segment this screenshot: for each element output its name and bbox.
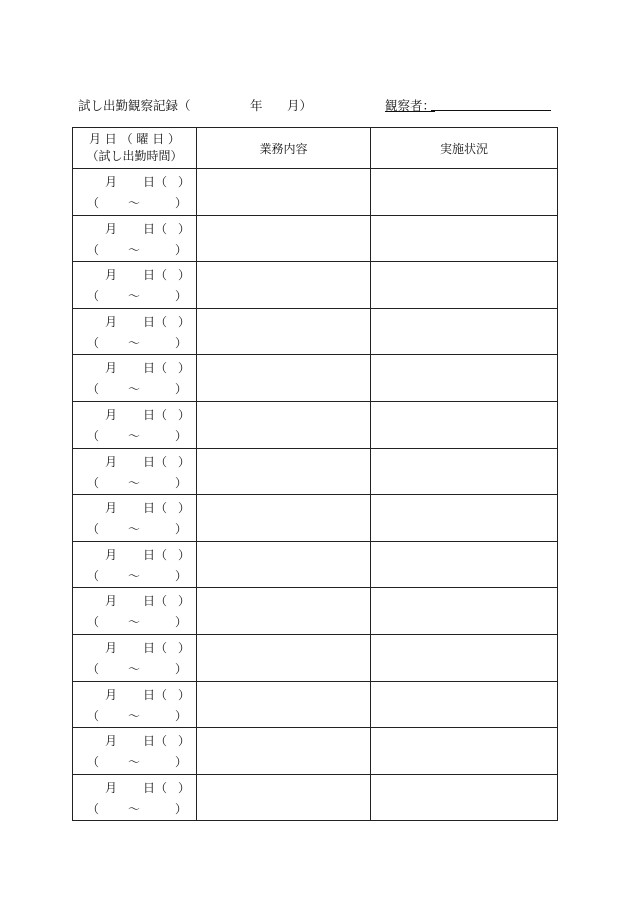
table-row: [73, 355, 558, 402]
time-line: [73, 800, 196, 818]
time-open-paren: （: [87, 661, 100, 676]
date-line: [73, 313, 196, 331]
work-content-cell[interactable]: [197, 262, 371, 309]
month-unit: 月: [105, 268, 118, 283]
table-row: [73, 634, 558, 681]
work-content-cell[interactable]: [197, 728, 371, 775]
time-tilde: ～: [128, 708, 141, 723]
status-cell[interactable]: [371, 634, 558, 681]
day-unit: 日（: [143, 175, 168, 189]
month-unit: 月: [105, 501, 118, 516]
date-cell[interactable]: [73, 728, 197, 775]
column-header-work: 業務内容: [197, 128, 371, 169]
time-tilde: ～: [128, 661, 141, 676]
status-cell[interactable]: [371, 355, 558, 402]
day-unit: 日（: [143, 640, 168, 655]
weekday-close: ）: [178, 594, 191, 609]
day-unit: 日（: [143, 687, 168, 702]
work-content-cell[interactable]: [197, 215, 371, 262]
date-cell[interactable]: [73, 681, 197, 728]
month-unit: 月: [105, 734, 118, 749]
time-open-paren: （: [87, 755, 100, 770]
time-close-paren: ）: [175, 708, 188, 723]
work-content-cell[interactable]: [197, 308, 371, 355]
time-close-paren: ）: [175, 382, 188, 397]
table-header-row: [73, 128, 558, 169]
month-unit: 月: [105, 314, 118, 329]
date-cell[interactable]: [73, 355, 197, 402]
status-cell[interactable]: [371, 774, 558, 821]
observer-signature-line[interactable]: [431, 110, 551, 111]
month-unit: 月: [105, 407, 118, 422]
weekday-close: ）: [178, 687, 191, 702]
status-cell[interactable]: [371, 588, 558, 635]
month-unit: 月: [105, 687, 118, 702]
date-line: [73, 546, 196, 564]
table-row: [73, 774, 558, 821]
status-cell[interactable]: [371, 448, 558, 495]
year-label: 年: [250, 98, 263, 113]
work-content-cell[interactable]: [197, 169, 371, 216]
time-tilde: ～: [128, 801, 141, 816]
column-header-date-line1: 月 日 （ 曜 日 ）: [88, 132, 181, 146]
date-cell[interactable]: [73, 308, 197, 355]
date-line: [73, 453, 196, 471]
month-unit: 月: [105, 780, 118, 795]
observer-label: 観察者：: [385, 98, 436, 113]
date-cell[interactable]: [73, 169, 197, 216]
time-close-paren: ）: [175, 335, 188, 350]
weekday-close: ）: [178, 501, 191, 516]
table-row: [73, 448, 558, 495]
time-line: [73, 241, 196, 259]
day-unit: 日（: [143, 221, 168, 236]
date-cell[interactable]: [73, 495, 197, 542]
time-open-paren: （: [87, 382, 100, 397]
month-label: 月）: [287, 98, 313, 113]
table-row: [73, 588, 558, 635]
time-close-paren: ）: [175, 522, 188, 537]
time-close-paren: ）: [175, 289, 188, 304]
date-line: [73, 639, 196, 657]
weekday-close: ）: [178, 547, 191, 562]
time-line: [73, 520, 196, 538]
table-row: [73, 308, 558, 355]
day-unit: 日（: [143, 547, 168, 562]
weekday-close: ）: [178, 221, 191, 236]
date-cell[interactable]: [73, 588, 197, 635]
status-cell[interactable]: [371, 262, 558, 309]
status-cell[interactable]: [371, 541, 558, 588]
status-cell[interactable]: [371, 308, 558, 355]
month-unit: 月: [105, 221, 118, 236]
date-cell[interactable]: [73, 774, 197, 821]
date-line: [73, 686, 196, 704]
work-content-cell[interactable]: [197, 541, 371, 588]
time-line: [73, 613, 196, 631]
day-unit: 日（: [143, 361, 168, 376]
table-body: [73, 169, 558, 821]
time-line: [73, 567, 196, 585]
date-line: [73, 266, 196, 284]
month-unit: 月: [105, 361, 118, 376]
column-header-status: 実施状況: [371, 128, 558, 169]
work-content-cell[interactable]: [197, 634, 371, 681]
time-tilde: ～: [128, 335, 141, 350]
date-line: [73, 220, 196, 238]
date-cell[interactable]: [73, 448, 197, 495]
time-close-paren: ）: [175, 428, 188, 443]
date-cell[interactable]: [73, 215, 197, 262]
time-line: [73, 194, 196, 212]
table-row: [73, 681, 558, 728]
time-open-paren: （: [87, 242, 100, 257]
date-cell[interactable]: [73, 262, 197, 309]
day-unit: 日（: [143, 780, 168, 795]
table-row: [73, 541, 558, 588]
weekday-close: ）: [178, 640, 191, 655]
table-row: [73, 262, 558, 309]
date-line: [73, 592, 196, 610]
time-line: [73, 660, 196, 678]
month-unit: 月: [105, 454, 118, 469]
status-cell[interactable]: [371, 728, 558, 775]
day-unit: 日（: [143, 407, 168, 422]
table-row: [73, 495, 558, 542]
table-row: [73, 728, 558, 775]
work-content-cell[interactable]: [197, 774, 371, 821]
date-cell[interactable]: [73, 541, 197, 588]
time-line: [73, 334, 196, 352]
time-tilde: ～: [128, 382, 141, 397]
date-line: [73, 732, 196, 750]
month-unit: 月: [105, 640, 118, 655]
status-cell[interactable]: [371, 215, 558, 262]
column-header-date-line2: （試し出勤時間）: [86, 149, 183, 163]
weekday-close: ）: [178, 314, 191, 329]
day-unit: 日（: [143, 501, 168, 516]
time-close-paren: ）: [175, 801, 188, 816]
observation-table: [72, 127, 558, 821]
time-open-paren: （: [87, 708, 100, 723]
time-tilde: ～: [128, 242, 141, 257]
weekday-close: ）: [178, 454, 191, 469]
date-line: [73, 359, 196, 377]
day-unit: 日（: [143, 594, 168, 609]
time-tilde: ～: [128, 289, 141, 304]
date-line: [73, 499, 196, 517]
record-title: 試し出勤観察記録（: [78, 98, 191, 113]
time-tilde: ～: [128, 522, 141, 537]
time-line: [73, 287, 196, 305]
time-tilde: ～: [128, 475, 141, 490]
time-close-paren: ）: [175, 568, 188, 583]
time-open-paren: （: [87, 568, 100, 583]
time-tilde: ～: [128, 755, 141, 770]
day-unit: 日（: [143, 314, 168, 329]
status-cell[interactable]: [371, 401, 558, 448]
time-close-paren: ）: [175, 242, 188, 257]
date-cell[interactable]: [73, 634, 197, 681]
day-unit: 日（: [143, 734, 168, 749]
weekday-close: ）: [178, 175, 191, 189]
weekday-close: ）: [178, 780, 191, 795]
time-tilde: ～: [128, 428, 141, 443]
table-row: [73, 169, 558, 216]
month-unit: 月: [105, 175, 118, 189]
time-open-paren: （: [87, 522, 100, 537]
time-line: [73, 427, 196, 445]
weekday-close: ）: [178, 407, 191, 422]
time-line: [73, 380, 196, 398]
time-tilde: ～: [128, 568, 141, 583]
work-content-cell[interactable]: [197, 401, 371, 448]
date-line: [73, 406, 196, 424]
weekday-close: ）: [178, 268, 191, 283]
work-content-cell[interactable]: [197, 495, 371, 542]
weekday-close: ）: [178, 734, 191, 749]
time-close-paren: ）: [175, 475, 188, 490]
day-unit: 日（: [143, 268, 168, 283]
table-row: [73, 215, 558, 262]
work-content-cell[interactable]: [197, 588, 371, 635]
time-close-paren: ）: [175, 755, 188, 770]
time-open-paren: （: [87, 801, 100, 816]
time-open-paren: （: [87, 475, 100, 490]
column-header-date: [73, 128, 197, 169]
table-row: [73, 401, 558, 448]
time-close-paren: ）: [175, 615, 188, 630]
status-cell[interactable]: [371, 169, 558, 216]
day-unit: 日（: [143, 454, 168, 469]
time-close-paren: ）: [175, 661, 188, 676]
status-cell[interactable]: [371, 495, 558, 542]
month-unit: 月: [105, 594, 118, 609]
time-open-paren: （: [87, 196, 100, 210]
time-close-paren: ）: [175, 196, 188, 210]
month-unit: 月: [105, 547, 118, 562]
work-content-cell[interactable]: [197, 448, 371, 495]
weekday-close: ）: [178, 361, 191, 376]
time-open-paren: （: [87, 289, 100, 304]
time-open-paren: （: [87, 615, 100, 630]
time-open-paren: （: [87, 335, 100, 350]
time-open-paren: （: [87, 428, 100, 443]
record-header: [0, 96, 630, 114]
work-content-cell[interactable]: [197, 681, 371, 728]
time-tilde: ～: [128, 196, 141, 210]
time-line: [73, 707, 196, 725]
work-content-cell[interactable]: [197, 355, 371, 402]
date-line: [73, 779, 196, 797]
time-tilde: ～: [128, 615, 141, 630]
time-line: [73, 753, 196, 771]
date-cell[interactable]: [73, 401, 197, 448]
date-line: [73, 173, 196, 191]
status-cell[interactable]: [371, 681, 558, 728]
time-line: [73, 474, 196, 492]
